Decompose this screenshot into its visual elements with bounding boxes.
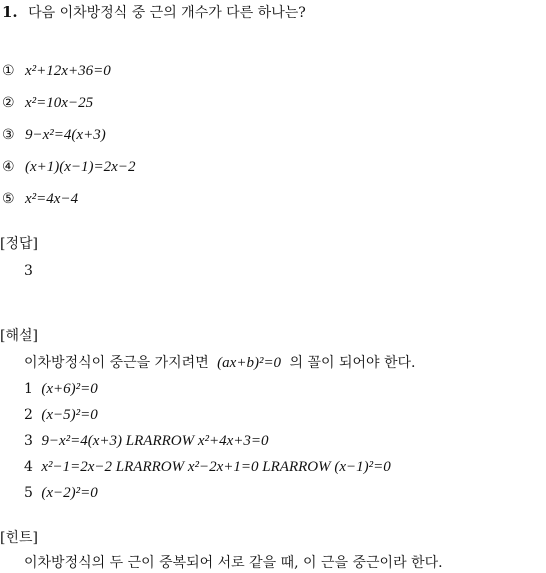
explanation-intro [24, 354, 416, 372]
step-equation: (x+6)²=0 [41, 381, 98, 397]
choice-equation: 9−x²=4(x+3) [25, 127, 106, 143]
choice-2[interactable] [2, 94, 93, 112]
choice-4[interactable] [2, 158, 135, 176]
step-number: 1 [24, 381, 33, 397]
choice-1[interactable] [2, 62, 111, 80]
explanation-label: [해설] [0, 328, 38, 344]
step-equation: x²−1=2x−2 LRARROW x²−2x+1=0 LRARROW (x−1)²=0 [41, 459, 391, 475]
step-number: 2 [24, 407, 33, 423]
question-text: 다음 이차방정식 중 근의 개수가 다른 하나는? [28, 5, 306, 21]
step-number: 5 [24, 485, 33, 501]
choice-marker: ③ [2, 127, 15, 143]
step-equation: 9−x²=4(x+3) LRARROW x²+4x+3=0 [41, 433, 269, 449]
choice-equation: (x+1)(x−1)=2x−2 [25, 159, 136, 175]
choice-equation: x²=4x−4 [25, 191, 79, 207]
intro-text-after: 의 꼴이 되어야 한다. [289, 355, 416, 371]
step-number: 3 [24, 433, 33, 449]
explanation-step-5 [24, 484, 98, 502]
answer-value: 3 [24, 263, 33, 279]
choice-5[interactable] [2, 190, 78, 208]
choice-marker: ⑤ [2, 191, 15, 207]
hint-text: 이차방정식의 두 근이 중복되어 서로 같을 때, 이 근을 중근이라 한다. [24, 555, 443, 571]
step-number: 4 [24, 459, 33, 475]
step-equation: (x−5)²=0 [41, 407, 98, 423]
choice-equation: x²=10x−25 [25, 95, 94, 111]
question-number: 1. [2, 3, 18, 21]
choice-marker: ④ [2, 159, 15, 175]
intro-equation: (ax+b)²=0 [217, 355, 282, 371]
explanation-step-1 [24, 380, 98, 398]
explanation-step-4 [24, 458, 391, 476]
choice-equation: x²+12x+36=0 [25, 63, 111, 79]
choice-marker: ① [2, 63, 15, 79]
hint-label: [힌트] [0, 530, 38, 546]
explanation-step-3 [24, 432, 269, 450]
step-equation: (x−2)²=0 [41, 485, 98, 501]
answer-label: [정답] [0, 236, 38, 252]
choice-marker: ② [2, 95, 15, 111]
intro-text-before: 이차방정식이 중근을 가지려면 [24, 355, 209, 371]
explanation-step-2 [24, 406, 98, 424]
question [2, 3, 306, 22]
choice-3[interactable] [2, 126, 106, 144]
